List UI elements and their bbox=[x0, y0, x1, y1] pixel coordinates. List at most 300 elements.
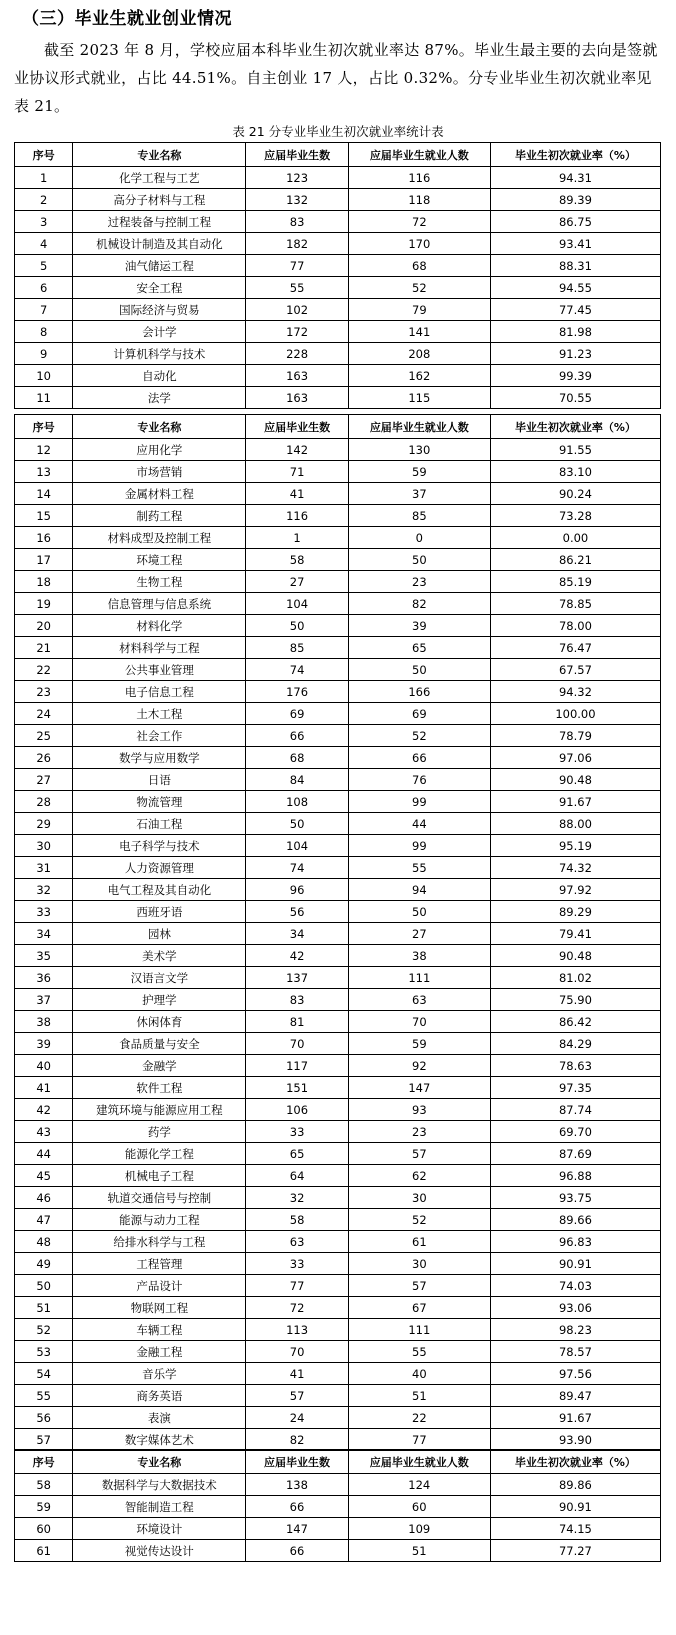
seq-cell: 24 bbox=[15, 703, 73, 725]
major-cell: 物联网工程 bbox=[73, 1297, 246, 1319]
graduates-cell: 102 bbox=[246, 299, 348, 321]
major-cell: 西班牙语 bbox=[73, 901, 246, 923]
rate-cell: 95.19 bbox=[490, 835, 660, 857]
major-cell: 材料科学与工程 bbox=[73, 637, 246, 659]
column-header: 应届毕业生就业人数 bbox=[348, 1450, 490, 1474]
graduates-cell: 50 bbox=[246, 813, 348, 835]
graduates-cell: 33 bbox=[246, 1121, 348, 1143]
seq-cell: 7 bbox=[15, 299, 73, 321]
table-row bbox=[15, 637, 661, 659]
major-cell: 日语 bbox=[73, 769, 246, 791]
graduates-cell: 33 bbox=[246, 1253, 348, 1275]
major-cell: 自动化 bbox=[73, 365, 246, 387]
graduates-cell: 34 bbox=[246, 923, 348, 945]
seq-cell: 17 bbox=[15, 549, 73, 571]
table-row bbox=[15, 299, 661, 321]
seq-cell: 14 bbox=[15, 483, 73, 505]
table-row bbox=[15, 1518, 661, 1540]
graduates-cell: 228 bbox=[246, 343, 348, 365]
table-row bbox=[15, 1011, 661, 1033]
table-row bbox=[15, 835, 661, 857]
seq-cell: 21 bbox=[15, 637, 73, 659]
seq-cell: 13 bbox=[15, 461, 73, 483]
major-cell: 物流管理 bbox=[73, 791, 246, 813]
major-cell: 化学工程与工艺 bbox=[73, 167, 246, 189]
employed-cell: 59 bbox=[348, 461, 490, 483]
graduates-cell: 66 bbox=[246, 1496, 348, 1518]
rate-cell: 91.67 bbox=[490, 791, 660, 813]
graduates-cell: 74 bbox=[246, 659, 348, 681]
rate-cell: 90.24 bbox=[490, 483, 660, 505]
graduates-cell: 66 bbox=[246, 1540, 348, 1562]
seq-cell: 33 bbox=[15, 901, 73, 923]
employed-cell: 65 bbox=[348, 637, 490, 659]
table-row bbox=[15, 747, 661, 769]
employed-cell: 82 bbox=[348, 593, 490, 615]
major-cell: 会计学 bbox=[73, 321, 246, 343]
table-row bbox=[15, 725, 661, 747]
table-row bbox=[15, 1121, 661, 1143]
table-header-row bbox=[15, 415, 661, 439]
table-row bbox=[15, 1540, 661, 1562]
graduates-cell: 82 bbox=[246, 1429, 348, 1451]
employed-cell: 51 bbox=[348, 1540, 490, 1562]
major-cell: 环境设计 bbox=[73, 1518, 246, 1540]
rate-cell: 94.55 bbox=[490, 277, 660, 299]
seq-cell: 15 bbox=[15, 505, 73, 527]
table-row bbox=[15, 945, 661, 967]
seq-cell: 10 bbox=[15, 365, 73, 387]
rate-cell: 88.00 bbox=[490, 813, 660, 835]
graduates-cell: 56 bbox=[246, 901, 348, 923]
rate-cell: 93.90 bbox=[490, 1429, 660, 1451]
rate-cell: 96.88 bbox=[490, 1165, 660, 1187]
major-cell: 建筑环境与能源应用工程 bbox=[73, 1099, 246, 1121]
table-row bbox=[15, 593, 661, 615]
graduates-cell: 113 bbox=[246, 1319, 348, 1341]
table-row bbox=[15, 857, 661, 879]
rate-cell: 93.06 bbox=[490, 1297, 660, 1319]
seq-cell: 19 bbox=[15, 593, 73, 615]
graduates-cell: 83 bbox=[246, 989, 348, 1011]
table-row bbox=[15, 615, 661, 637]
seq-cell: 16 bbox=[15, 527, 73, 549]
table-row bbox=[15, 1319, 661, 1341]
seq-cell: 31 bbox=[15, 857, 73, 879]
major-cell: 石油工程 bbox=[73, 813, 246, 835]
seq-cell: 57 bbox=[15, 1429, 73, 1451]
major-cell: 计算机科学与技术 bbox=[73, 343, 246, 365]
column-header: 序号 bbox=[15, 1450, 73, 1474]
employed-cell: 162 bbox=[348, 365, 490, 387]
employed-cell: 23 bbox=[348, 1121, 490, 1143]
rate-cell: 86.42 bbox=[490, 1011, 660, 1033]
graduates-cell: 69 bbox=[246, 703, 348, 725]
table-row bbox=[15, 659, 661, 681]
graduates-cell: 27 bbox=[246, 571, 348, 593]
employed-cell: 39 bbox=[348, 615, 490, 637]
seq-cell: 5 bbox=[15, 255, 73, 277]
table-row bbox=[15, 813, 661, 835]
seq-cell: 4 bbox=[15, 233, 73, 255]
table-row bbox=[15, 703, 661, 725]
graduates-cell: 106 bbox=[246, 1099, 348, 1121]
table-row bbox=[15, 505, 661, 527]
seq-cell: 25 bbox=[15, 725, 73, 747]
employed-cell: 27 bbox=[348, 923, 490, 945]
rate-cell: 89.39 bbox=[490, 189, 660, 211]
table-row bbox=[15, 1209, 661, 1231]
rate-cell: 89.29 bbox=[490, 901, 660, 923]
seq-cell: 34 bbox=[15, 923, 73, 945]
table-row bbox=[15, 321, 661, 343]
employed-cell: 50 bbox=[348, 901, 490, 923]
major-cell: 人力资源管理 bbox=[73, 857, 246, 879]
employed-cell: 57 bbox=[348, 1275, 490, 1297]
rate-cell: 96.83 bbox=[490, 1231, 660, 1253]
rate-cell: 99.39 bbox=[490, 365, 660, 387]
rate-cell: 75.90 bbox=[490, 989, 660, 1011]
graduates-cell: 71 bbox=[246, 461, 348, 483]
table-row bbox=[15, 1187, 661, 1209]
major-cell: 土木工程 bbox=[73, 703, 246, 725]
table-row bbox=[15, 1275, 661, 1297]
employed-cell: 61 bbox=[348, 1231, 490, 1253]
rate-cell: 93.75 bbox=[490, 1187, 660, 1209]
table-row bbox=[15, 1341, 661, 1363]
table-row bbox=[15, 1363, 661, 1385]
major-cell: 油气储运工程 bbox=[73, 255, 246, 277]
employed-cell: 111 bbox=[348, 1319, 490, 1341]
table-row bbox=[15, 233, 661, 255]
graduates-cell: 41 bbox=[246, 1363, 348, 1385]
major-cell: 工程管理 bbox=[73, 1253, 246, 1275]
seq-cell: 60 bbox=[15, 1518, 73, 1540]
employed-cell: 124 bbox=[348, 1474, 490, 1496]
rate-cell: 87.69 bbox=[490, 1143, 660, 1165]
table-row bbox=[15, 527, 661, 549]
employed-cell: 38 bbox=[348, 945, 490, 967]
major-cell: 汉语言文学 bbox=[73, 967, 246, 989]
table-row bbox=[15, 1297, 661, 1319]
seq-cell: 56 bbox=[15, 1407, 73, 1429]
major-cell: 电子科学与技术 bbox=[73, 835, 246, 857]
table-row bbox=[15, 879, 661, 901]
major-cell: 应用化学 bbox=[73, 439, 246, 461]
rate-cell: 94.31 bbox=[490, 167, 660, 189]
employed-cell: 51 bbox=[348, 1385, 490, 1407]
rate-cell: 97.06 bbox=[490, 747, 660, 769]
employed-cell: 76 bbox=[348, 769, 490, 791]
major-cell: 表演 bbox=[73, 1407, 246, 1429]
seq-cell: 18 bbox=[15, 571, 73, 593]
rate-cell: 74.32 bbox=[490, 857, 660, 879]
major-cell: 音乐学 bbox=[73, 1363, 246, 1385]
graduates-cell: 58 bbox=[246, 1209, 348, 1231]
rate-cell: 90.48 bbox=[490, 769, 660, 791]
employed-cell: 52 bbox=[348, 1209, 490, 1231]
column-header: 毕业生初次就业率（%） bbox=[490, 1450, 660, 1474]
employed-cell: 60 bbox=[348, 1496, 490, 1518]
graduates-cell: 72 bbox=[246, 1297, 348, 1319]
graduates-cell: 147 bbox=[246, 1518, 348, 1540]
graduates-cell: 77 bbox=[246, 255, 348, 277]
employed-cell: 30 bbox=[348, 1187, 490, 1209]
employed-cell: 77 bbox=[348, 1429, 490, 1451]
major-cell: 数学与应用数学 bbox=[73, 747, 246, 769]
employed-cell: 30 bbox=[348, 1253, 490, 1275]
seq-cell: 12 bbox=[15, 439, 73, 461]
graduates-cell: 176 bbox=[246, 681, 348, 703]
column-header: 专业名称 bbox=[73, 415, 246, 439]
major-cell: 能源化学工程 bbox=[73, 1143, 246, 1165]
column-header: 序号 bbox=[15, 415, 73, 439]
seq-cell: 26 bbox=[15, 747, 73, 769]
employed-cell: 93 bbox=[348, 1099, 490, 1121]
rate-cell: 90.91 bbox=[490, 1253, 660, 1275]
rate-cell: 76.47 bbox=[490, 637, 660, 659]
employed-cell: 52 bbox=[348, 277, 490, 299]
seq-cell: 35 bbox=[15, 945, 73, 967]
table-part-1 bbox=[14, 142, 661, 409]
rate-cell: 86.75 bbox=[490, 211, 660, 233]
column-header: 应届毕业生就业人数 bbox=[348, 143, 490, 167]
employed-cell: 63 bbox=[348, 989, 490, 1011]
major-cell: 金融工程 bbox=[73, 1341, 246, 1363]
graduates-cell: 24 bbox=[246, 1407, 348, 1429]
table-row bbox=[15, 923, 661, 945]
seq-cell: 2 bbox=[15, 189, 73, 211]
employed-cell: 50 bbox=[348, 549, 490, 571]
table-row bbox=[15, 989, 661, 1011]
rate-cell: 97.56 bbox=[490, 1363, 660, 1385]
major-cell: 信息管理与信息系统 bbox=[73, 593, 246, 615]
graduates-cell: 116 bbox=[246, 505, 348, 527]
graduates-cell: 108 bbox=[246, 791, 348, 813]
employed-cell: 109 bbox=[348, 1518, 490, 1540]
employed-cell: 92 bbox=[348, 1055, 490, 1077]
employed-cell: 69 bbox=[348, 703, 490, 725]
table-row bbox=[15, 167, 661, 189]
major-cell: 车辆工程 bbox=[73, 1319, 246, 1341]
rate-cell: 77.45 bbox=[490, 299, 660, 321]
graduates-cell: 142 bbox=[246, 439, 348, 461]
table-row bbox=[15, 211, 661, 233]
major-cell: 法学 bbox=[73, 387, 246, 409]
graduates-cell: 81 bbox=[246, 1011, 348, 1033]
rate-cell: 67.57 bbox=[490, 659, 660, 681]
table-row bbox=[15, 1231, 661, 1253]
seq-cell: 28 bbox=[15, 791, 73, 813]
graduates-cell: 172 bbox=[246, 321, 348, 343]
seq-cell: 27 bbox=[15, 769, 73, 791]
rate-cell: 74.03 bbox=[490, 1275, 660, 1297]
table-row bbox=[15, 343, 661, 365]
column-header: 专业名称 bbox=[73, 1450, 246, 1474]
major-cell: 机械设计制造及其自动化 bbox=[73, 233, 246, 255]
table-row bbox=[15, 1474, 661, 1496]
graduates-cell: 68 bbox=[246, 747, 348, 769]
graduates-cell: 137 bbox=[246, 967, 348, 989]
rate-cell: 97.35 bbox=[490, 1077, 660, 1099]
rate-cell: 69.70 bbox=[490, 1121, 660, 1143]
seq-cell: 43 bbox=[15, 1121, 73, 1143]
rate-cell: 94.32 bbox=[490, 681, 660, 703]
major-cell: 护理学 bbox=[73, 989, 246, 1011]
employed-cell: 55 bbox=[348, 1341, 490, 1363]
rate-cell: 100.00 bbox=[490, 703, 660, 725]
rate-cell: 78.85 bbox=[490, 593, 660, 615]
graduates-cell: 151 bbox=[246, 1077, 348, 1099]
major-cell: 材料化学 bbox=[73, 615, 246, 637]
seq-cell: 52 bbox=[15, 1319, 73, 1341]
rate-cell: 91.67 bbox=[490, 1407, 660, 1429]
column-header: 毕业生初次就业率（%） bbox=[490, 415, 660, 439]
table-row bbox=[15, 1407, 661, 1429]
major-cell: 美术学 bbox=[73, 945, 246, 967]
rate-cell: 87.74 bbox=[490, 1099, 660, 1121]
employed-cell: 85 bbox=[348, 505, 490, 527]
table-row bbox=[15, 769, 661, 791]
table-row bbox=[15, 681, 661, 703]
employed-cell: 115 bbox=[348, 387, 490, 409]
major-cell: 生物工程 bbox=[73, 571, 246, 593]
graduates-cell: 74 bbox=[246, 857, 348, 879]
major-cell: 能源与动力工程 bbox=[73, 1209, 246, 1231]
seq-cell: 8 bbox=[15, 321, 73, 343]
rate-cell: 70.55 bbox=[490, 387, 660, 409]
graduates-cell: 84 bbox=[246, 769, 348, 791]
seq-cell: 42 bbox=[15, 1099, 73, 1121]
graduates-cell: 132 bbox=[246, 189, 348, 211]
graduates-cell: 104 bbox=[246, 593, 348, 615]
major-cell: 安全工程 bbox=[73, 277, 246, 299]
graduates-cell: 85 bbox=[246, 637, 348, 659]
graduates-cell: 55 bbox=[246, 277, 348, 299]
graduates-cell: 163 bbox=[246, 387, 348, 409]
employed-cell: 44 bbox=[348, 813, 490, 835]
employed-cell: 70 bbox=[348, 1011, 490, 1033]
seq-cell: 20 bbox=[15, 615, 73, 637]
major-cell: 国际经济与贸易 bbox=[73, 299, 246, 321]
table-row bbox=[15, 1033, 661, 1055]
seq-cell: 61 bbox=[15, 1540, 73, 1562]
major-cell: 智能制造工程 bbox=[73, 1496, 246, 1518]
major-cell: 制药工程 bbox=[73, 505, 246, 527]
employed-cell: 141 bbox=[348, 321, 490, 343]
major-cell: 机械电子工程 bbox=[73, 1165, 246, 1187]
seq-cell: 55 bbox=[15, 1385, 73, 1407]
employed-cell: 99 bbox=[348, 835, 490, 857]
employed-cell: 23 bbox=[348, 571, 490, 593]
seq-cell: 53 bbox=[15, 1341, 73, 1363]
major-cell: 社会工作 bbox=[73, 725, 246, 747]
graduates-cell: 83 bbox=[246, 211, 348, 233]
graduates-cell: 64 bbox=[246, 1165, 348, 1187]
employed-cell: 170 bbox=[348, 233, 490, 255]
employed-cell: 50 bbox=[348, 659, 490, 681]
seq-cell: 48 bbox=[15, 1231, 73, 1253]
column-header: 应届毕业生数 bbox=[246, 143, 348, 167]
seq-cell: 58 bbox=[15, 1474, 73, 1496]
graduates-cell: 163 bbox=[246, 365, 348, 387]
major-cell: 产品设计 bbox=[73, 1275, 246, 1297]
seq-cell: 11 bbox=[15, 387, 73, 409]
rate-cell: 73.28 bbox=[490, 505, 660, 527]
rate-cell: 78.79 bbox=[490, 725, 660, 747]
rate-cell: 78.57 bbox=[490, 1341, 660, 1363]
table-row bbox=[15, 1165, 661, 1187]
graduates-cell: 70 bbox=[246, 1033, 348, 1055]
graduates-cell: 42 bbox=[246, 945, 348, 967]
table-row bbox=[15, 439, 661, 461]
graduates-cell: 117 bbox=[246, 1055, 348, 1077]
table-row bbox=[15, 549, 661, 571]
employed-cell: 52 bbox=[348, 725, 490, 747]
rate-cell: 84.29 bbox=[490, 1033, 660, 1055]
employed-cell: 67 bbox=[348, 1297, 490, 1319]
major-cell: 环境工程 bbox=[73, 549, 246, 571]
intro-paragraph: 截至 2023 年 8 月，学校应届本科毕业生初次就业率达 87%。毕业生最主要的去向是签就业协议形式就业，占比 44.51%。自主创业 17 人，占比 0.32%。分专业毕业生初次就业率见表 21。 bbox=[14, 41, 658, 115]
seq-cell: 51 bbox=[15, 1297, 73, 1319]
rate-cell: 85.19 bbox=[490, 571, 660, 593]
column-header: 毕业生初次就业率（%） bbox=[490, 143, 660, 167]
major-cell: 商务英语 bbox=[73, 1385, 246, 1407]
rate-cell: 89.66 bbox=[490, 1209, 660, 1231]
column-header: 应届毕业生就业人数 bbox=[348, 415, 490, 439]
table-row bbox=[15, 387, 661, 409]
employed-cell: 22 bbox=[348, 1407, 490, 1429]
rate-cell: 81.02 bbox=[490, 967, 660, 989]
table-row bbox=[15, 571, 661, 593]
table-row bbox=[15, 1143, 661, 1165]
table-row bbox=[15, 1253, 661, 1275]
graduates-cell: 58 bbox=[246, 549, 348, 571]
table-row bbox=[15, 255, 661, 277]
employed-cell: 68 bbox=[348, 255, 490, 277]
table-row bbox=[15, 1496, 661, 1518]
major-cell: 高分子材料与工程 bbox=[73, 189, 246, 211]
graduates-cell: 63 bbox=[246, 1231, 348, 1253]
section-heading: （三）毕业生就业创业情况 bbox=[22, 9, 232, 29]
column-header: 应届毕业生数 bbox=[246, 415, 348, 439]
table-row bbox=[15, 1077, 661, 1099]
seq-cell: 6 bbox=[15, 277, 73, 299]
rate-cell: 89.86 bbox=[490, 1474, 660, 1496]
major-cell: 轨道交通信号与控制 bbox=[73, 1187, 246, 1209]
graduates-cell: 123 bbox=[246, 167, 348, 189]
table-row bbox=[15, 901, 661, 923]
rate-cell: 91.55 bbox=[490, 439, 660, 461]
rate-cell: 88.31 bbox=[490, 255, 660, 277]
major-cell: 数字媒体艺术 bbox=[73, 1429, 246, 1451]
graduates-cell: 138 bbox=[246, 1474, 348, 1496]
rate-cell: 98.23 bbox=[490, 1319, 660, 1341]
employed-cell: 208 bbox=[348, 343, 490, 365]
employed-cell: 111 bbox=[348, 967, 490, 989]
column-header: 序号 bbox=[15, 143, 73, 167]
seq-cell: 45 bbox=[15, 1165, 73, 1187]
seq-cell: 22 bbox=[15, 659, 73, 681]
seq-cell: 36 bbox=[15, 967, 73, 989]
major-cell: 园林 bbox=[73, 923, 246, 945]
seq-cell: 9 bbox=[15, 343, 73, 365]
employed-cell: 37 bbox=[348, 483, 490, 505]
table-part-3 bbox=[14, 1449, 661, 1562]
rate-cell: 93.41 bbox=[490, 233, 660, 255]
rate-cell: 90.91 bbox=[490, 1496, 660, 1518]
employed-cell: 59 bbox=[348, 1033, 490, 1055]
